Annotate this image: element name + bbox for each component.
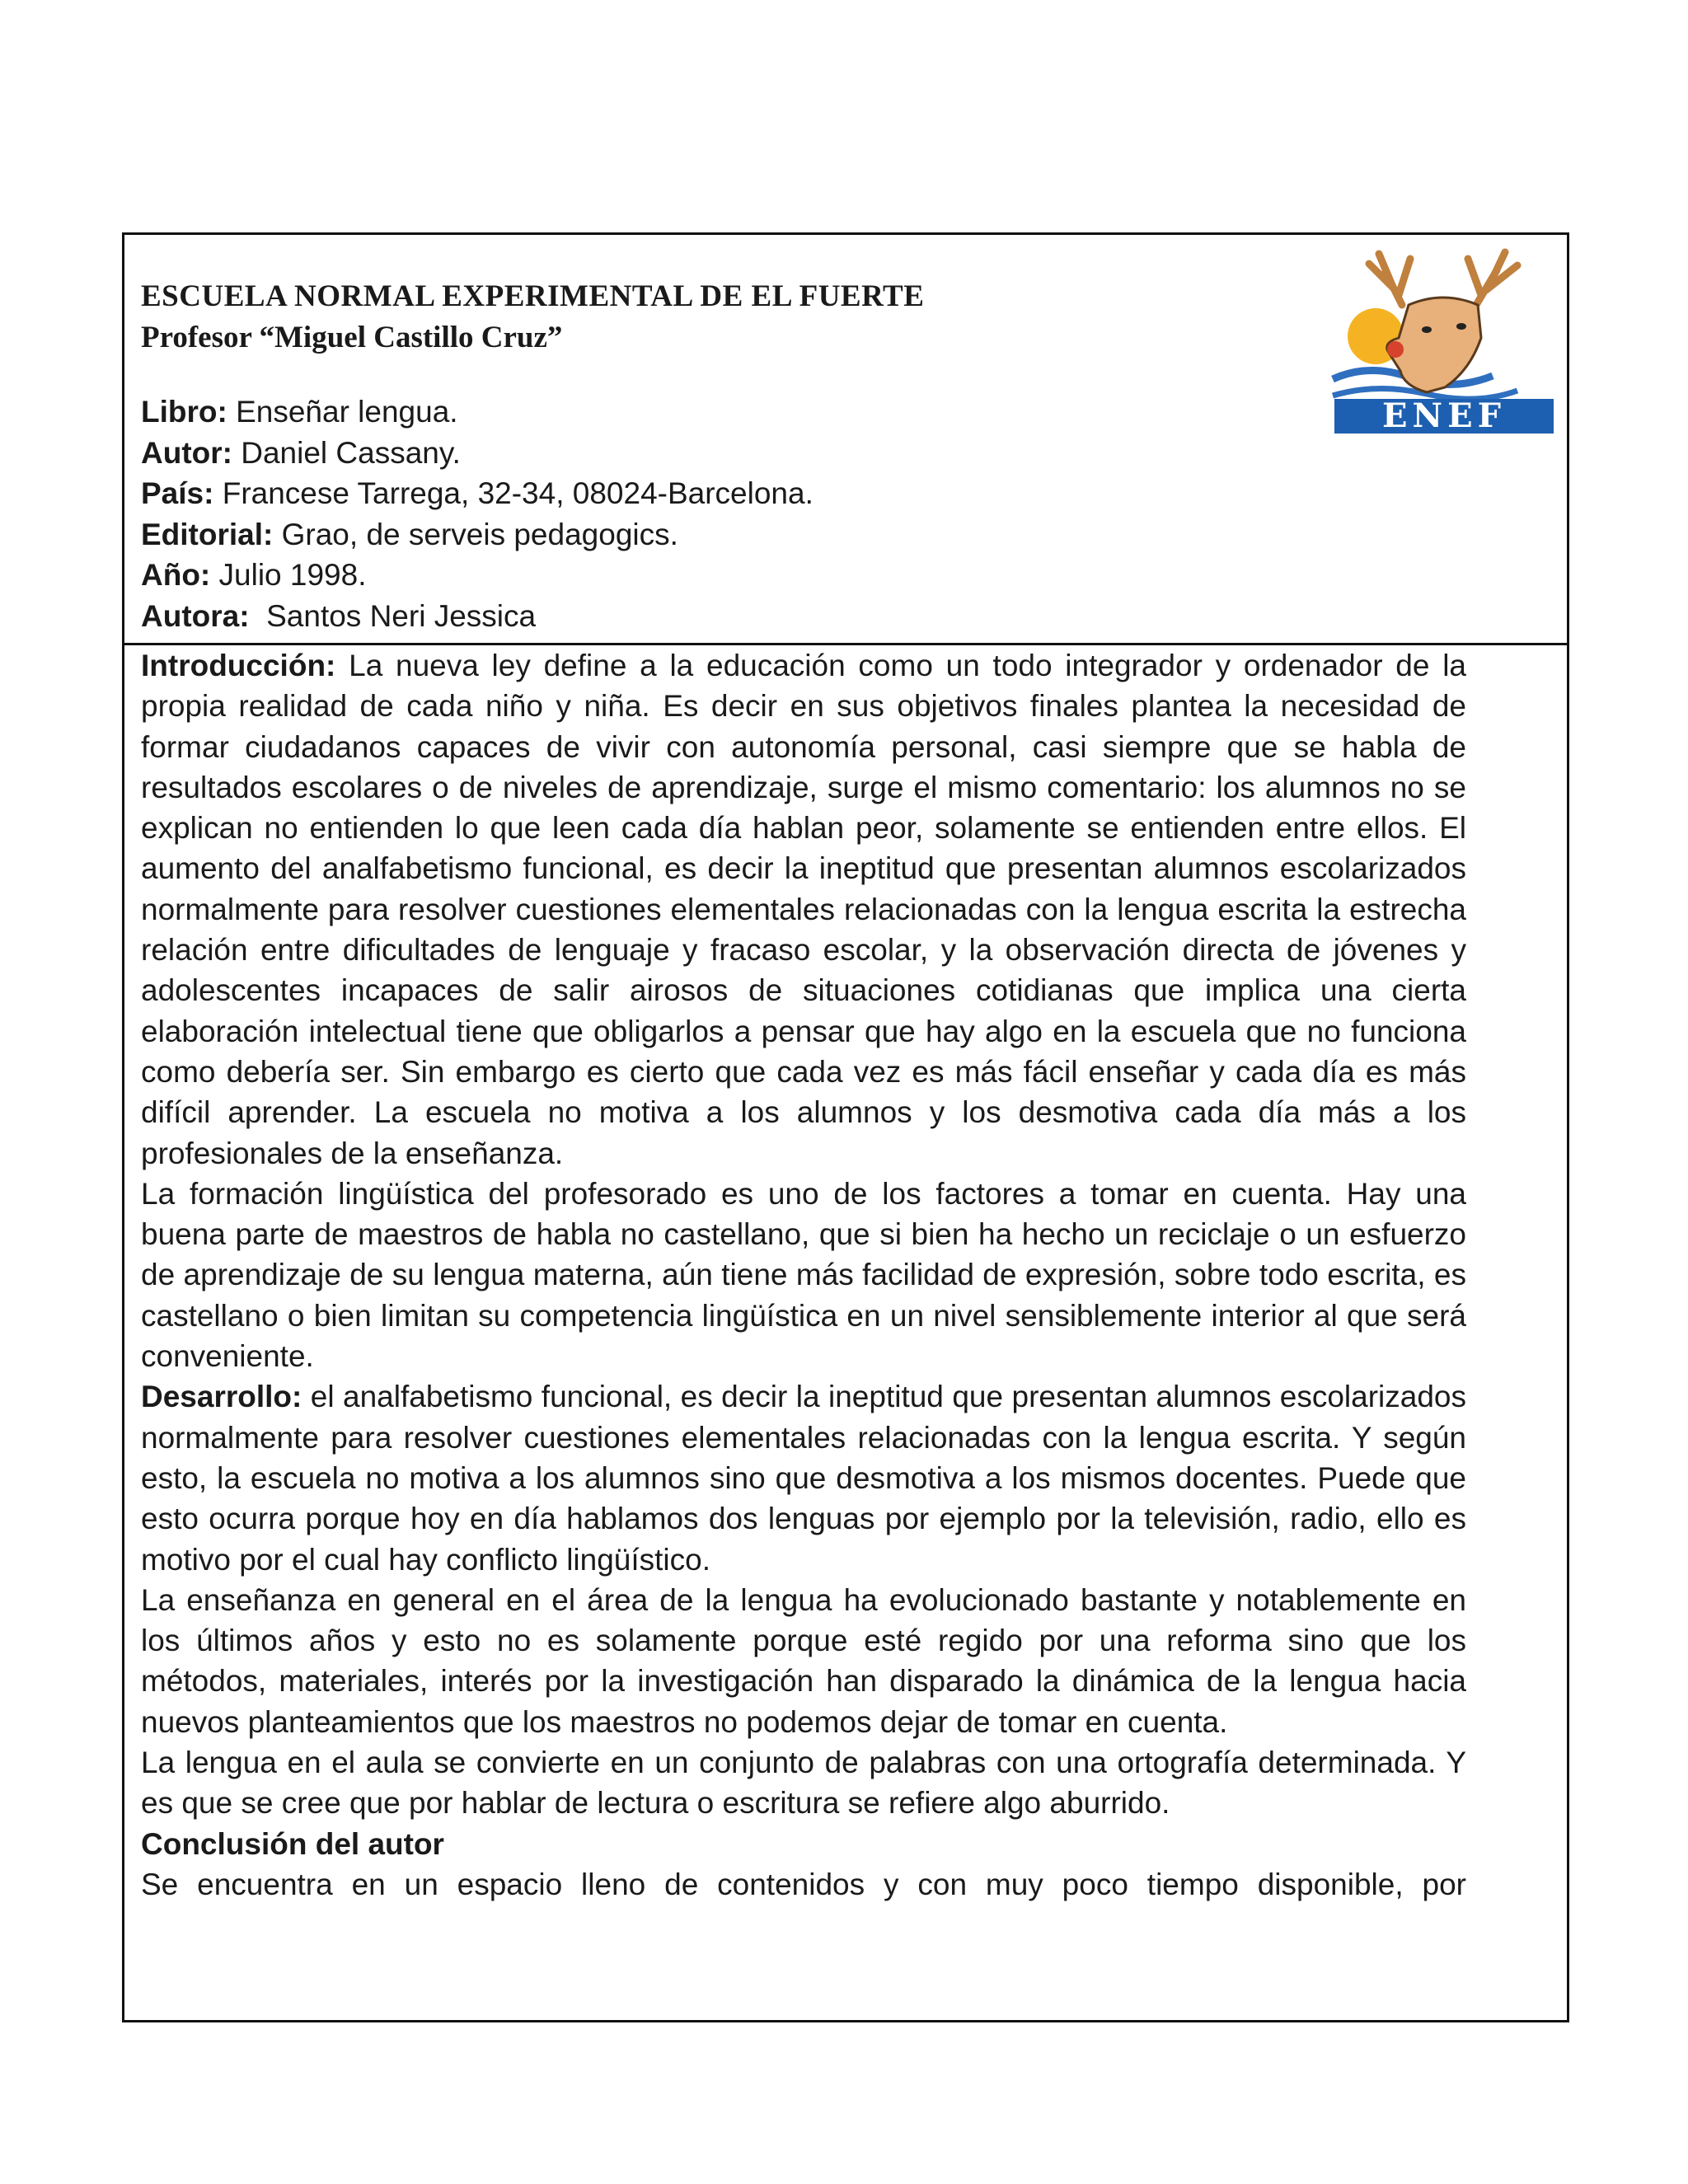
development-text: el analfabetismo funcional, es decir la ineptitud que presentan alumnos escolarizados normalmente para resolver cuestiones elementales relacionadas con la lengua escrita. Y según esto, la escuela no motiva a los alumnos sino que desmotiva a los mismos docentes. Puede que esto ocurra porque hoy en día hablamos dos lenguas por ejemplo por la televisión, radio, ello es motivo por el cual hay conflicto lingüístico. xyxy=(141,1380,1466,1577)
meta-row-ano xyxy=(141,555,814,596)
logo-antler-right xyxy=(1468,252,1517,305)
content-cell xyxy=(141,645,1466,1905)
meta-value: Enseñar lengua. xyxy=(227,395,458,429)
introduction-text: La nueva ley define a la educación como un todo integrador y ordenador de la propia realidad de cada niño y niña. Es decir en sus objetivos finales plantea la necesidad de formar ciudadanos capaces de vivir con autonomía personal, casi siempre que se habla de resultados escolares o de niveles de aprendizaje, surge el mismo comentario: los alumnos no se explican no entienden lo que leen cada día hablan peor, solamente se entienden entre ellos. El aumento del analfabetismo funcional, es decir la ineptitud que presentan alumnos escolarizados normalmente para resolver cuestiones elementales relacionadas con la lengua escrita la estrecha relación entre dificultades de lenguaje y fracaso escolar, y la observación directa de jóvenes y adolescentes incapaces de salir airosos de situaciones cotidianas que implica una cierta elaboración intelectual tiene que obligarlos a pensar que hay algo en la escuela que no funciona como debería ser. Sin embargo es cierto que cada vez es más fácil enseñar y cada día es más difícil aprender. La escuela no motiva a los alumnos y los desmotiva cada día más a los profesionales de la enseñanza. xyxy=(141,649,1466,1170)
meta-value: Santos Neri Jessica xyxy=(249,598,537,633)
conclusion-text: Se encuentra en un espacio lleno de contenidos y con muy poco tiempo disponible, por xyxy=(141,1867,1466,1901)
meta-row-pais xyxy=(141,473,814,514)
meta-row-libro xyxy=(141,391,814,433)
logo-moose-eye xyxy=(1422,326,1432,333)
meta-key: Libro: xyxy=(141,395,227,429)
paragraph-classroom-language: La lengua en el aula se convierte en un conjunto de palabras con una ortografía determinada. Y es que se cree que por hablar de lectura o escritura se refiere algo aburrido. xyxy=(141,1746,1466,1821)
meta-value: Julio 1998. xyxy=(210,558,367,592)
meta-key: Año: xyxy=(141,558,211,592)
logo-moose-nose xyxy=(1387,341,1404,358)
enef-logo xyxy=(1328,247,1559,437)
document-frame xyxy=(122,232,1569,2022)
meta-row-editorial xyxy=(141,514,814,555)
logo-text: ENEF xyxy=(1382,396,1506,435)
meta-value: Francese Tarrega, 32-34, 08024-Barcelona. xyxy=(213,476,814,510)
paragraph-development xyxy=(141,1376,1466,1579)
book-metadata xyxy=(141,391,814,636)
introduction-label: Introducción: xyxy=(141,649,336,682)
paragraph-teacher-training: La formación lingüística del profesorado es uno de los factores a tomar en cuenta. Hay una buena parte de maestros de habla no castellano, que si bien ha hecho un reciclaje o un esfuerzo de aprendizaje de su lengua materna, aún tiene más facilidad de expresión, sobre todo escrita, es castellano o bien limitan su competencia lingüística en un nivel sensiblemente interior al que será conveniente. xyxy=(141,1176,1466,1374)
meta-key: Editorial: xyxy=(141,517,274,551)
conclusion-title: Conclusión del autor xyxy=(141,1826,444,1861)
paragraph-introduction xyxy=(141,645,1466,1174)
meta-row-autor xyxy=(141,433,814,474)
paragraph-language-teaching: La enseñanza en general en el área de la lengua ha evolucionado bastante y notablemente en los últimos años y esto no es solamente porque esté regido por una reforma sino que los métodos, materiales, interés por la investigación han disparado la dinámica de la lengua hacia nuevos planteamientos que los maestros no podemos dejar de tomar en cuenta. xyxy=(141,1582,1466,1739)
logo-antler-left xyxy=(1369,254,1410,305)
meta-key: País: xyxy=(141,476,214,510)
meta-key: Autora: xyxy=(141,598,250,633)
development-label: Desarrollo: xyxy=(141,1380,302,1414)
logo-moose-eye xyxy=(1456,323,1466,330)
header-cell xyxy=(124,235,1567,645)
meta-value: Grao, de serveis pedagogics. xyxy=(273,517,678,551)
meta-value: Daniel Cassany. xyxy=(232,435,461,470)
professor-name: Profesor “Miguel Castillo Cruz” xyxy=(141,321,563,354)
school-name: ESCUELA NORMAL EXPERIMENTAL DE EL FUERTE xyxy=(141,279,925,313)
meta-key: Autor: xyxy=(141,435,232,470)
meta-row-autora xyxy=(141,596,814,637)
